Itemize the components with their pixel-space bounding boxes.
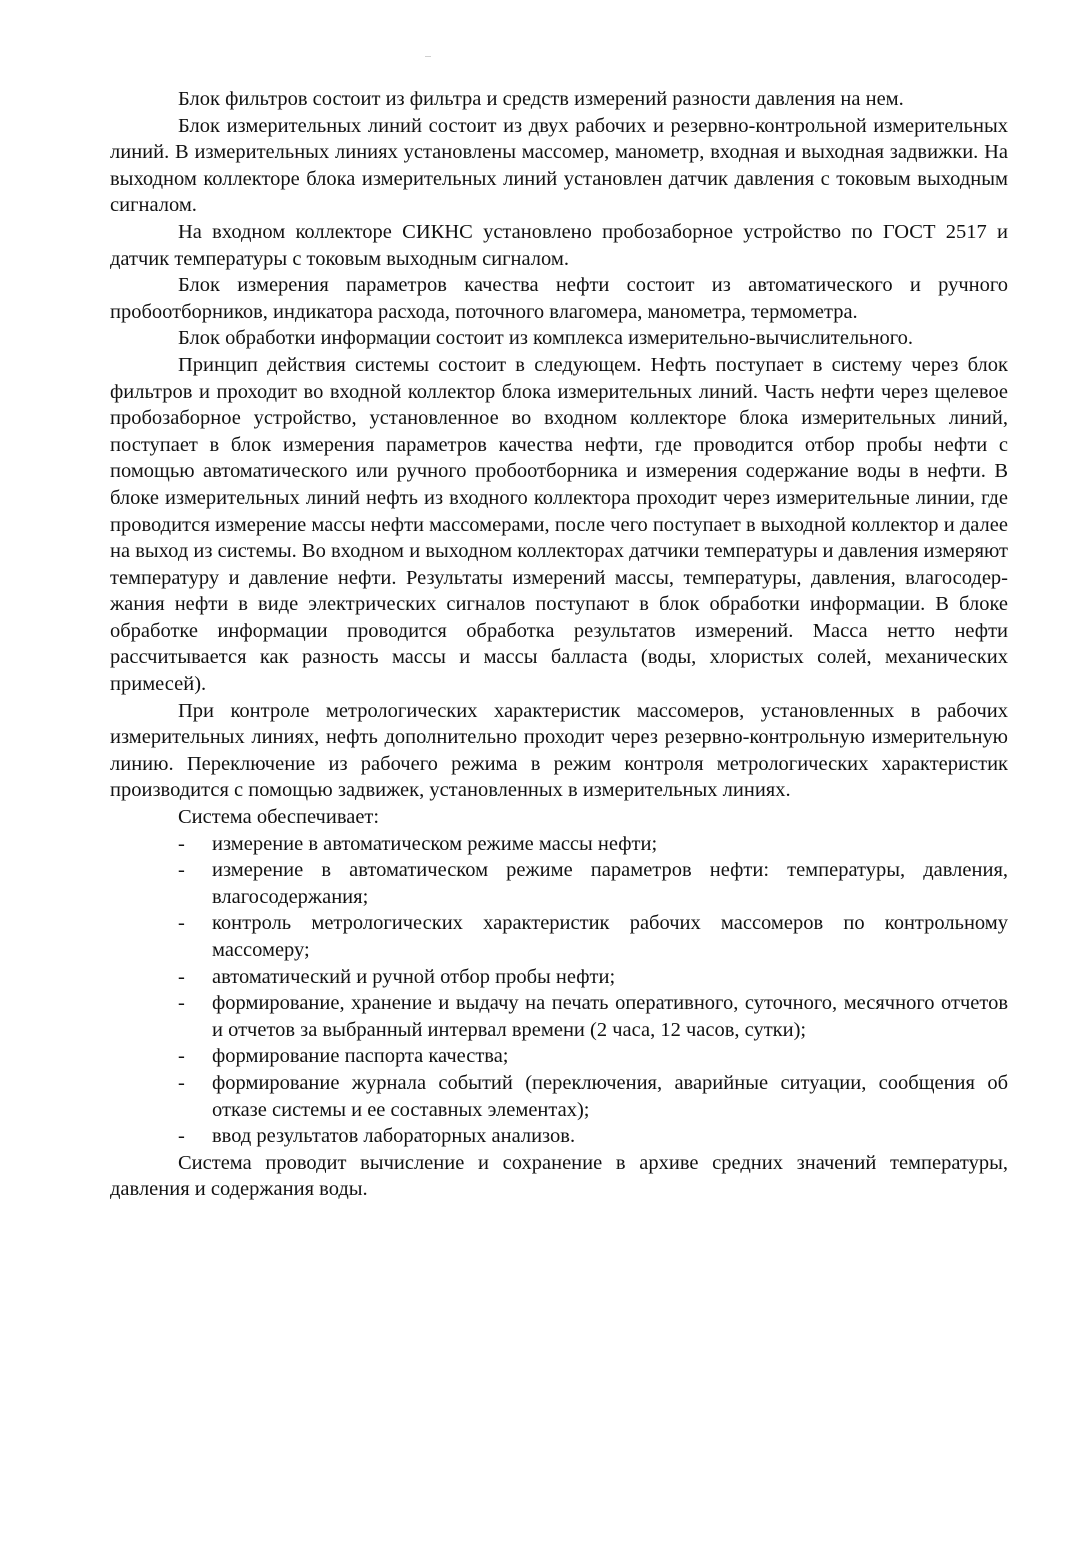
paragraph-metrology-control: При контроле метрологических характеристик массомеров, установленных в рабочих измерительных линиях, нефть дополнительно проходит через резервно-контрольную измерительную линию. Переключение из рабочего режима в режим контроля метрологических характеристик производится с помощью задвижек, установленных в измерительных линиях. [110,699,1008,802]
list-item [110,910,1008,963]
list-item [110,990,1008,1043]
paragraph-filter-block: Блок фильтров состоит из фильтра и средств измерений разности давления на нем. [178,88,904,110]
list-dash: - [178,859,185,882]
list-item-text: формирование паспорта качества; [212,1045,509,1068]
list-dash: - [178,1071,185,1094]
list-item-text: контроль метрологических характеристик рабочих массомеров по контрольному массомеру; [212,912,1008,961]
list-item-text: формирование, хранение и выдачу на печать оперативного, суточного, месячного отчетов и отчетов за выбранный интервал времени (2 часа, 12 часов, сутки); [212,992,1008,1041]
scan-artifact [425,56,431,57]
list-item [110,1123,1008,1150]
paragraph-inlet-collector: На входном коллекторе СИКНС установлено пробозаборное устройство по ГОСТ 2517 и датчик температуры с токовым выходным сигналом. [110,220,1008,270]
paragraph-processing-block: Блок обработки информации состоит из комплекса измерительно-вычислительного. [178,327,914,350]
list-dash: - [178,992,185,1015]
paragraph-closing: Система проводит вычисление и сохранение в архиве средних значений температуры, давления и содержания воды. [110,1151,1008,1201]
list-item-text: измерение в автоматическом режиме параметров нефти: температуры, давления, влагосодержания; [212,859,1008,908]
list-intro: Система обеспечивает: [178,806,380,829]
paragraph-measuring-lines: Блок измерительных линий состоит из двух рабочих и резервно-контрольной измерительных линий. В измерительных линиях установлены массомер, манометр, входная и выходная задвижки. На выходном коллекторе блока измерительных линий установлен датчик давления с токовым выходным сигналом. [110,114,1008,217]
list-item [110,831,1008,858]
list-item [110,964,1008,991]
list-item-text: формирование журнала событий (переключения, аварийные ситуации, сообщения об отказе системы и ее составных элементах); [212,1071,1008,1121]
list-item-text: ввод результатов лабораторных анализов. [212,1125,576,1148]
list-item [110,1070,1008,1123]
list-dash: - [178,832,185,855]
list-item-text: измерение в автоматическом режиме массы нефти; [212,832,658,855]
list-dash: - [178,912,185,935]
capabilities-list [110,831,1008,1150]
document-page [110,86,1008,1203]
list-item [110,1043,1008,1070]
list-dash: - [178,1045,185,1068]
list-dash: - [178,1125,185,1148]
list-dash: - [178,965,185,988]
paragraph-operating-principle: Принцип действия системы состоит в следующем. Нефть поступает в систему через блок фильтров и проходит во входной коллектор блока измерительных линий. Часть нефти через щелевое пробозаборное устройство, установленное во входном коллекторе блока измерительных линий, поступает в блок измерения параметров качества нефти, где проводится отбор пробы нефти с помощью автоматического или ручного пробоотборника и измерения содержание воды в нефти. В блоке измерительных линий нефть из входного коллектора проходит через измерительные линии, где проводится измерение массы нефти массомерами, после чего поступает в выходной коллектор и далее на выход из системы. Во входном и выходном коллекторах датчики температуры и давления измеряют температуру и давление нефти. Результаты измерений массы, температуры, давления, влагосодержания нефти в виде электрических сигналов поступают в блок обработки информации. В блоке обработке информации проводится обработка результатов измерений. Масса нетто нефти рассчитывается как разность массы и массы балласта (воды, хлористых солей, механических примесей). [110,353,1008,696]
list-item-text: автоматический и ручной отбор пробы нефти; [212,965,616,988]
paragraph-quality-block: Блок измерения параметров качества нефти состоит из автоматического и ручного пробоотборников, индикатора расхода, поточного влагомера, манометра, термометра. [110,274,1008,323]
list-item [110,857,1008,910]
